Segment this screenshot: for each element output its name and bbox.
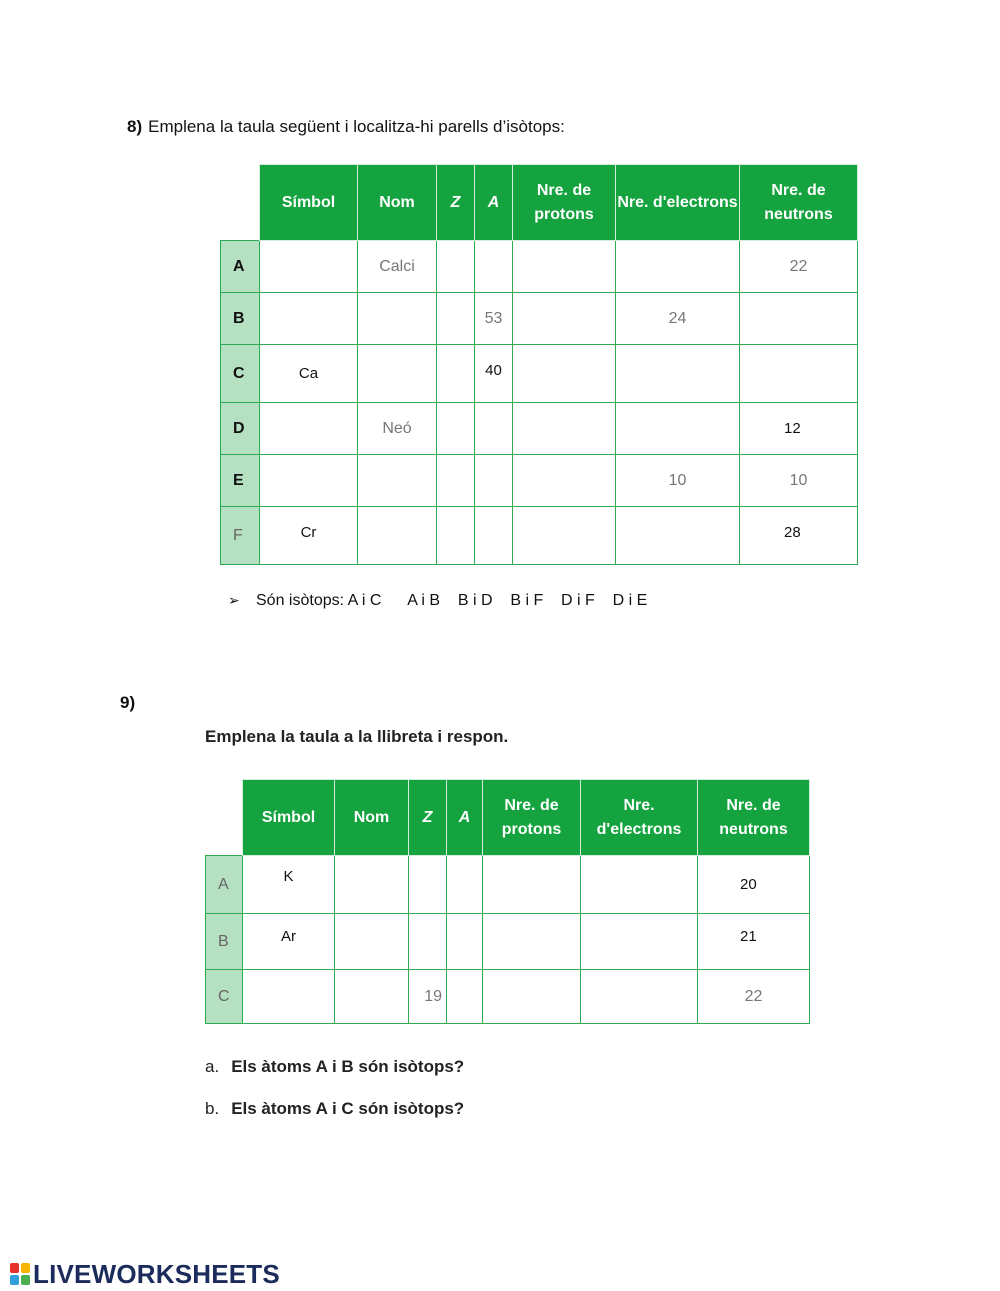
row-label: E	[221, 455, 260, 507]
isotope-answer-text: Són isòtops: A i C A i B B i D B i F D i F D i E	[256, 592, 648, 609]
cell-protons[interactable]	[483, 970, 581, 1024]
cell-neutrons[interactable]	[740, 345, 858, 403]
cell-simbol[interactable]	[243, 970, 335, 1024]
cell-protons[interactable]	[483, 914, 581, 970]
cell-electrons[interactable]	[616, 345, 740, 403]
cell-electrons[interactable]: 24	[616, 293, 740, 345]
logo-square-yellow	[21, 1263, 30, 1273]
question-8-number: 8)	[127, 117, 143, 136]
arrow-bullet-icon: ➢	[228, 592, 240, 608]
table-row	[206, 914, 810, 970]
cell-electrons[interactable]	[616, 241, 740, 293]
isotopes-table-q8	[220, 164, 858, 565]
cell-nom[interactable]	[335, 914, 409, 970]
cell-simbol[interactable]	[260, 241, 358, 293]
logo-square-red	[10, 1263, 19, 1273]
cell-protons[interactable]	[513, 507, 616, 565]
question-9b-letter: b.	[205, 1099, 220, 1118]
cell-nom[interactable]: Calci	[358, 241, 437, 293]
header-simbol: Símbol	[260, 165, 358, 241]
table-row	[206, 970, 810, 1024]
cell-z[interactable]	[437, 241, 475, 293]
cell-neutrons[interactable]: 10	[740, 455, 858, 507]
cell-a[interactable]: 53	[475, 293, 513, 345]
cell-a[interactable]	[447, 914, 483, 970]
cell-a[interactable]	[475, 241, 513, 293]
header-neutrons: Nre. de neutrons	[740, 165, 858, 241]
cell-neutrons[interactable]: 12	[740, 403, 858, 455]
cell-z[interactable]	[409, 914, 447, 970]
cell-a[interactable]	[475, 507, 513, 565]
cell-nom[interactable]	[358, 293, 437, 345]
cell-electrons[interactable]	[616, 507, 740, 565]
table-row	[221, 241, 858, 293]
cell-neutrons[interactable]: 20	[698, 856, 810, 914]
cell-z[interactable]	[437, 293, 475, 345]
cell-protons[interactable]	[513, 455, 616, 507]
cell-simbol[interactable]: Ca	[260, 345, 358, 403]
table-row	[221, 507, 858, 565]
header-corner	[221, 165, 260, 241]
cell-nom[interactable]	[358, 507, 437, 565]
question-9b-text: Els àtoms A i C són isòtops?	[231, 1099, 465, 1118]
row-label: B	[221, 293, 260, 345]
cell-neutrons[interactable]: 22	[740, 241, 858, 293]
cell-z[interactable]: 19	[409, 970, 447, 1024]
table-row	[206, 856, 810, 914]
cell-nom[interactable]	[335, 856, 409, 914]
question-9-instruction: Emplena la taula a la llibreta i respon.	[205, 727, 509, 746]
header-protons: Nre. de protons	[483, 780, 581, 856]
cell-electrons[interactable]	[581, 856, 698, 914]
cell-electrons[interactable]	[616, 403, 740, 455]
table-row	[221, 403, 858, 455]
cell-z[interactable]	[409, 856, 447, 914]
cell-a[interactable]	[475, 403, 513, 455]
table-header-row	[221, 165, 858, 241]
table-header-row	[206, 780, 810, 856]
cell-neutrons[interactable]: 21	[698, 914, 810, 970]
cell-simbol[interactable]	[260, 403, 358, 455]
header-neutrons: Nre. de neutrons	[698, 780, 810, 856]
question-8-prompt	[127, 117, 565, 137]
cell-z[interactable]	[437, 507, 475, 565]
cell-nom[interactable]	[335, 970, 409, 1024]
row-label: D	[221, 403, 260, 455]
cell-neutrons[interactable]	[740, 293, 858, 345]
cell-nom[interactable]	[358, 455, 437, 507]
cell-electrons[interactable]: 10	[616, 455, 740, 507]
cell-neutrons[interactable]: 22	[698, 970, 810, 1024]
cell-a[interactable]	[475, 455, 513, 507]
header-simbol: Símbol	[243, 780, 335, 856]
cell-electrons[interactable]	[581, 914, 698, 970]
row-label: C	[221, 345, 260, 403]
logo-squares-icon	[10, 1263, 30, 1285]
cell-simbol[interactable]: Cr	[260, 507, 358, 565]
question-9-number: 9)	[120, 693, 136, 712]
logo-text: LIVEWORKSHEETS	[33, 1258, 280, 1289]
cell-protons[interactable]	[513, 403, 616, 455]
cell-z[interactable]	[437, 403, 475, 455]
cell-protons[interactable]	[513, 241, 616, 293]
cell-simbol[interactable]: Ar	[243, 914, 335, 970]
cell-simbol[interactable]	[260, 455, 358, 507]
cell-z[interactable]	[437, 455, 475, 507]
row-label: B	[206, 914, 243, 970]
header-corner	[206, 780, 243, 856]
row-label: A	[206, 856, 243, 914]
header-a: A	[447, 780, 483, 856]
cell-protons[interactable]	[513, 345, 616, 403]
question-9b	[205, 1099, 464, 1119]
header-nom: Nom	[358, 165, 437, 241]
table-row	[221, 293, 858, 345]
cell-protons[interactable]	[513, 293, 616, 345]
cell-electrons[interactable]	[581, 970, 698, 1024]
row-label: C	[206, 970, 243, 1024]
header-nom: Nom	[335, 780, 409, 856]
row-label: A	[221, 241, 260, 293]
cell-a[interactable]: 40	[475, 345, 513, 403]
cell-simbol[interactable]	[260, 293, 358, 345]
cell-a[interactable]	[447, 970, 483, 1024]
table-row	[221, 345, 858, 403]
question-9a	[205, 1057, 464, 1077]
cell-simbol[interactable]: K	[243, 856, 335, 914]
liveworksheets-logo	[10, 1259, 280, 1289]
row-label: F	[221, 507, 260, 565]
cell-nom[interactable]: Neó	[358, 403, 437, 455]
table-row	[221, 455, 858, 507]
cell-a[interactable]	[447, 856, 483, 914]
question-9a-letter: a.	[205, 1057, 220, 1076]
logo-square-blue	[10, 1275, 19, 1285]
isotopes-table-q9	[205, 779, 810, 1024]
logo-square-green	[21, 1275, 30, 1285]
cell-z[interactable]	[437, 345, 475, 403]
cell-protons[interactable]	[483, 856, 581, 914]
question-9a-text: Els àtoms A i B són isòtops?	[231, 1057, 465, 1076]
cell-nom[interactable]	[358, 345, 437, 403]
header-z: Z	[409, 780, 447, 856]
question-8-instruction: Emplena la taula següent i localitza-hi parells d’isòtops:	[148, 117, 565, 136]
header-electrons: Nre. d'electrons	[616, 165, 740, 241]
isotope-answer	[228, 592, 647, 610]
header-electrons: Nre. d'electrons	[581, 780, 698, 856]
header-protons: Nre. de protons	[513, 165, 616, 241]
cell-neutrons[interactable]: 28	[740, 507, 858, 565]
header-a: A	[475, 165, 513, 241]
header-z: Z	[437, 165, 475, 241]
